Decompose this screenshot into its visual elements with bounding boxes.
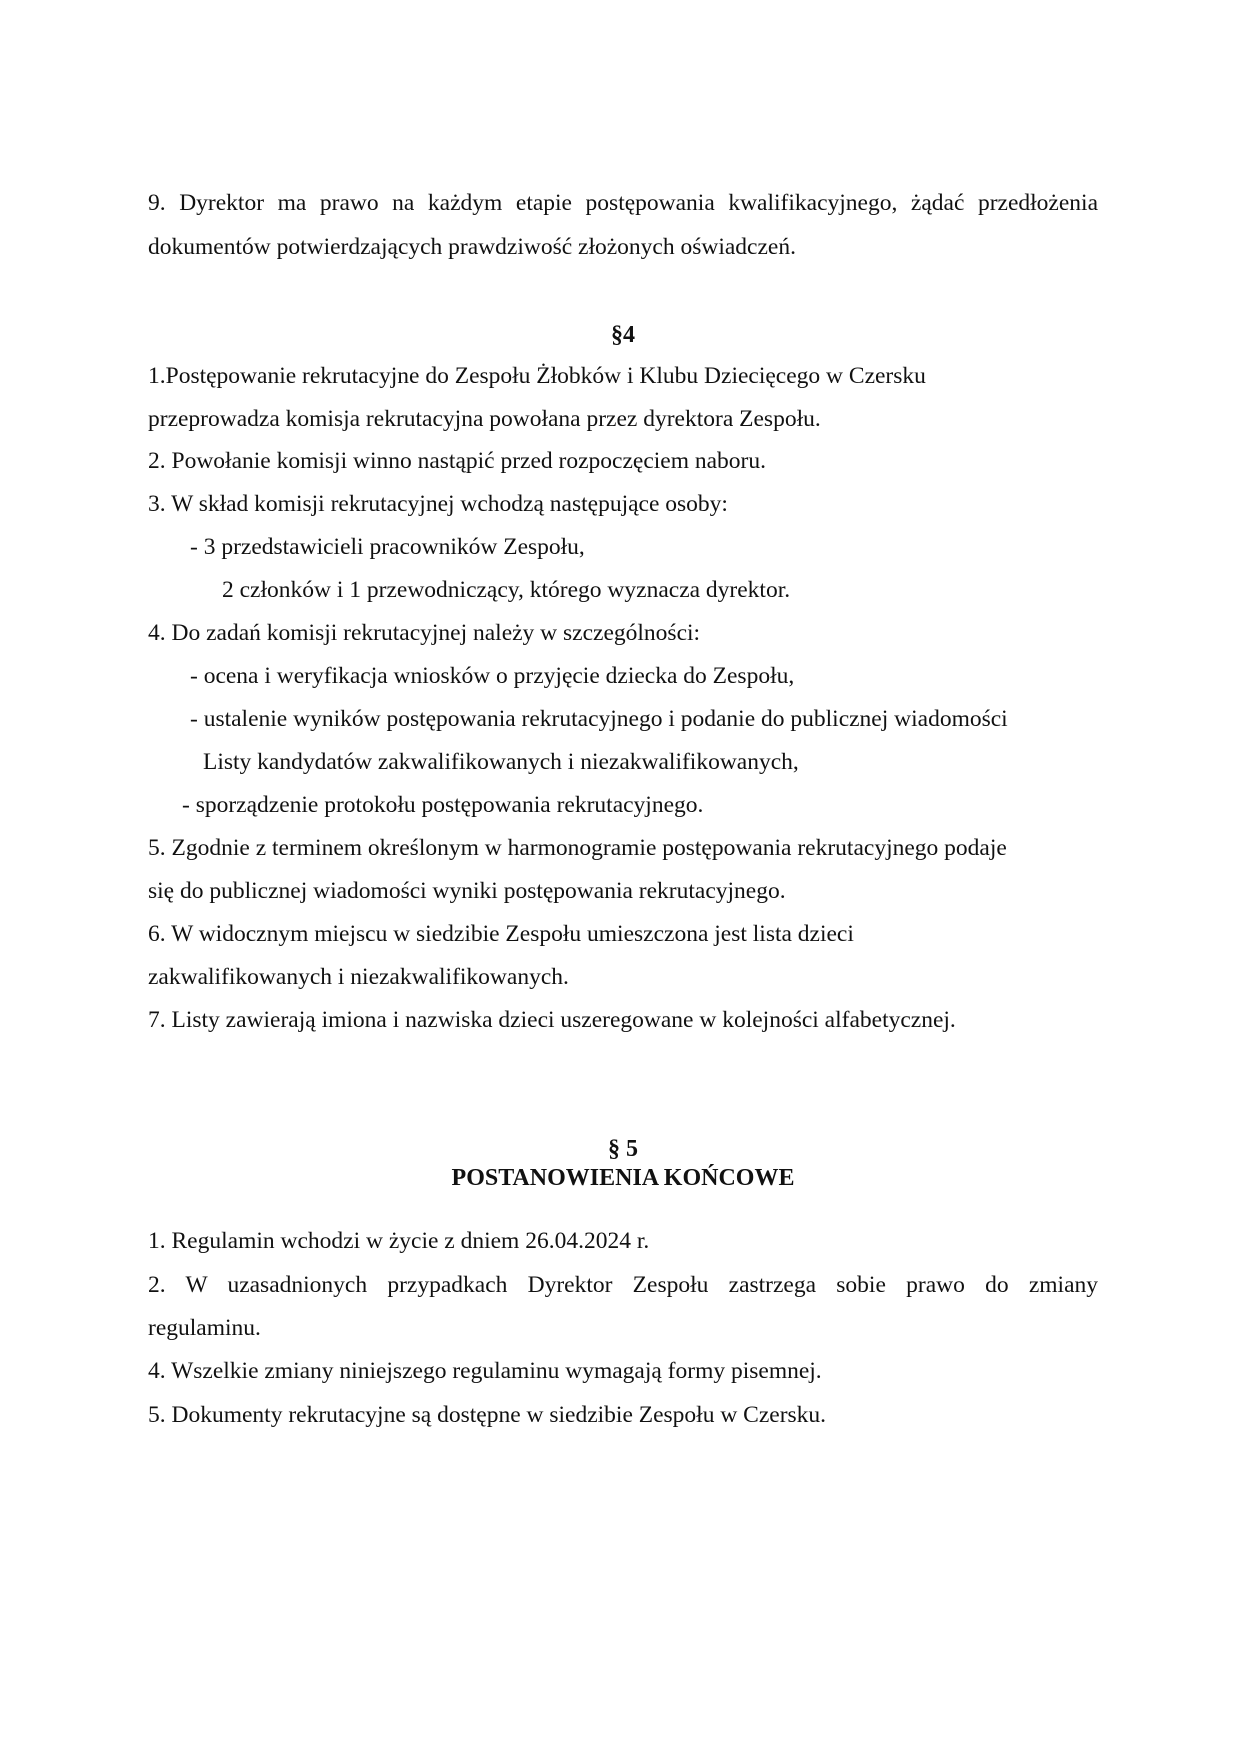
- section5-heading: § 5: [608, 1136, 638, 1162]
- s4-item7: 7. Listy zawierają imiona i nazwiska dzieci uszeregowane w kolejności alfabetycznej.: [148, 1007, 956, 1033]
- section4-heading: §4: [611, 322, 635, 348]
- s4-item6-line2: zakwalifikowanych i niezakwalifikowanych.: [148, 964, 569, 990]
- s5-item2-line2: regulaminu.: [148, 1315, 261, 1341]
- s4-item5-line1: 5. Zgodnie z terminem określonym w harmonogramie postępowania rekrutacyjnego podaje: [148, 835, 1007, 861]
- s4-item3-sub1: - 3 przedstawicieli pracowników Zespołu,: [190, 534, 585, 560]
- s4-item1-line1: 1.Postępowanie rekrutacyjne do Zespołu Żłobków i Klubu Dziecięcego w Czersku: [148, 363, 926, 389]
- s4-item1-line2: przeprowadza komisja rekrutacyjna powołana przez dyrektora Zespołu.: [148, 406, 821, 432]
- s5-item1: 1. Regulamin wchodzi w życie z dniem 26.04.2024 r.: [148, 1228, 650, 1254]
- s4-item4-sub2-line1: - ustalenie wyników postępowania rekrutacyjnego i podanie do publicznej wiadomości: [190, 706, 1008, 732]
- s4-item3: 3. W skład komisji rekrutacyjnej wchodzą następujące osoby:: [148, 491, 728, 517]
- s4-item5-line2: się do publicznej wiadomości wyniki postępowania rekrutacyjnego.: [148, 878, 786, 904]
- s4-item4-sub2-line2: Listy kandydatów zakwalifikowanych i niezakwalifikowanych,: [203, 749, 799, 775]
- s3-item9-line1: 9. Dyrektor ma prawo na każdym etapie postępowania kwalifikacyjnego, żądać przedłożenia: [148, 190, 1098, 216]
- s3-item9-line2: dokumentów potwierdzających prawdziwość złożonych oświadczeń.: [148, 234, 796, 260]
- s5-item5: 5. Dokumenty rekrutacyjne są dostępne w siedzibie Zespołu w Czersku.: [148, 1402, 827, 1428]
- section5-title: POSTANOWIENIA KOŃCOWE: [451, 1165, 795, 1191]
- s5-item4: 4. Wszelkie zmiany niniejszego regulaminu wymagają formy pisemnej.: [148, 1358, 822, 1384]
- s5-item2-line1: 2. W uzasadnionych przypadkach Dyrektor Zespołu zastrzega sobie prawo do zmiany: [148, 1272, 1098, 1298]
- s4-item4-sub3: - sporządzenie protokołu postępowania rekrutacyjnego.: [182, 792, 704, 818]
- s4-item3-sub2: 2 członków i 1 przewodniczący, którego wyznacza dyrektor.: [222, 577, 791, 603]
- s4-item6-line1: 6. W widocznym miejscu w siedzibie Zespołu umieszczona jest lista dzieci: [148, 921, 854, 947]
- s4-item4-sub1: - ocena i weryfikacja wniosków o przyjęcie dziecka do Zespołu,: [190, 663, 795, 689]
- s4-item2: 2. Powołanie komisji winno nastąpić przed rozpoczęciem naboru.: [148, 448, 766, 474]
- s4-item4: 4. Do zadań komisji rekrutacyjnej należy w szczególności:: [148, 620, 701, 646]
